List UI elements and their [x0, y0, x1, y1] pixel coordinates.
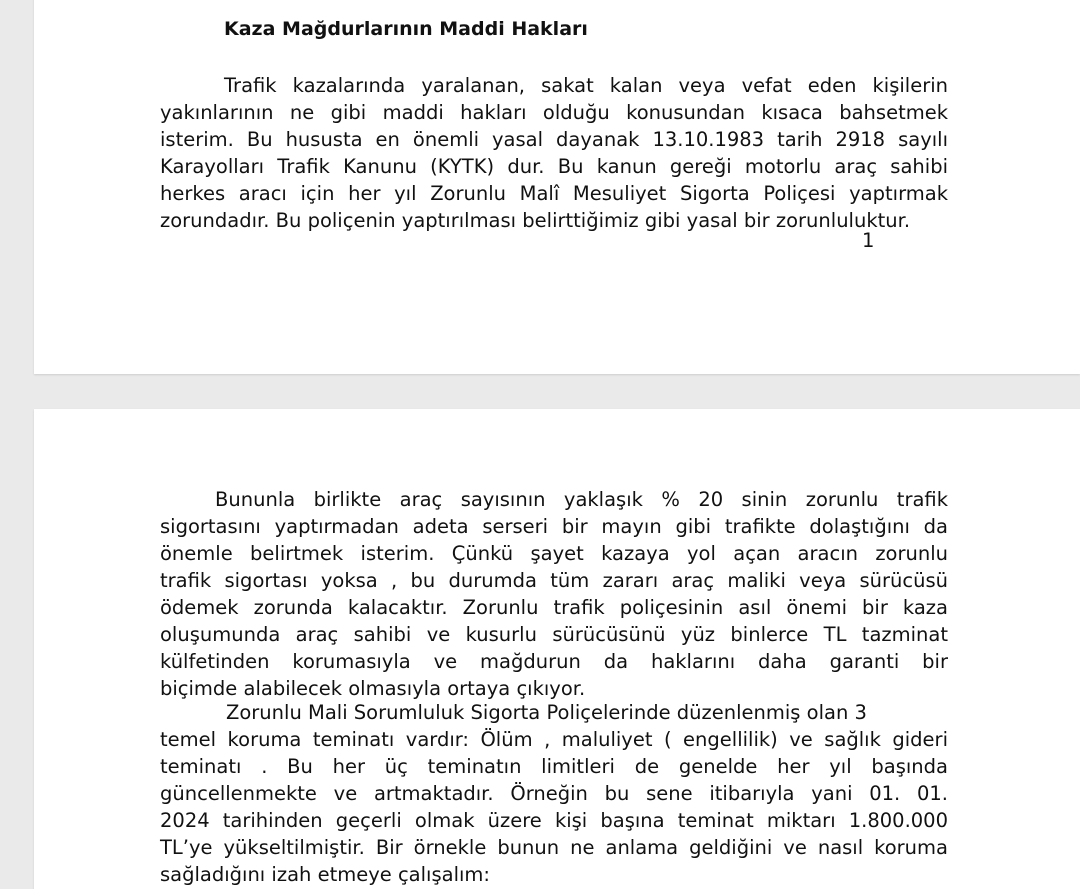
paragraph-line: külfetinden korumasıyla ve mağdurun da haklarını daha garanti bir — [160, 650, 948, 673]
document-page-1 — [34, 0, 1080, 374]
paragraph-line: sigortasını yaptırmadan adeta serseri bir mayın gibi trafikte dolaştığını da — [160, 515, 948, 538]
paragraph-line: isterim. Bu hususta en önemli yasal dayanak 13.10.1983 tarih 2918 sayılı — [160, 128, 948, 151]
paragraph-line: 2024 tarihinden geçerli olmak üzere kişi başına teminat miktarı 1.800.000 — [160, 809, 948, 832]
paragraph-line: teminatı . Bu her üç teminatın limitleri de genelde her yıl başında — [160, 755, 948, 778]
paragraph-line: önemle belirtmek isterim. Çünkü şayet kazaya yol açan aracın zorunlu — [160, 542, 948, 565]
page-number: 1 — [862, 229, 875, 252]
paragraph-line: güncellenmekte ve artmaktadır. Örneğin bu sene itibarıyla yani 01. 01. — [160, 782, 948, 805]
document-title: Kaza Mağdurlarının Maddi Hakları — [224, 18, 588, 40]
paragraph-line: ödemek zorunda kalacaktır. Zorunlu trafik poliçesinin asıl önemi bir kaza — [160, 596, 948, 619]
paragraph-line: yakınlarının ne gibi maddi hakları olduğu konusundan kısaca bahsetmek — [160, 101, 948, 124]
paragraph-2 — [160, 486, 948, 702]
paragraph-line: Karayolları Trafik Kanunu (KYTK) dur. Bu kanun gereği motorlu araç sahibi — [160, 155, 948, 178]
paragraph-line: oluşumunda araç sahibi ve kusurlu sürücüsünü yüz binlerce TL tazminat — [160, 623, 948, 646]
paragraph-line: TL’ye yükseltilmiştir. Bir örnekle bunun ne anlama geldiğini ve nasıl koruma — [160, 836, 948, 859]
paragraph-line: herkes aracı için her yıl Zorunlu Malî Mesuliyet Sigorta Poliçesi yaptırmak — [160, 182, 948, 205]
paragraph-1 — [160, 72, 948, 234]
paragraph-line: Bununla birlikte araç sayısının yaklaşık % 20 sinin zorunlu trafik — [215, 488, 948, 511]
paragraph-line: Trafik kazalarında yaralanan, sakat kalan veya vefat eden kişilerin — [224, 74, 948, 97]
paragraph-line: temel koruma teminatı vardır: Ölüm , maluliyet ( engellilik) ve sağlık gideri — [160, 728, 948, 751]
paragraph-line: biçimde alabilecek olmasıyla ortaya çıkıyor. — [160, 677, 586, 700]
paragraph-line: zorundadır. Bu poliçenin yaptırılması belirttiğimiz gibi yasal bir zorunluluktur. — [160, 209, 911, 232]
paragraph-3 — [160, 699, 948, 888]
paragraph-line: sağladığını izah etmeye çalışalım: — [160, 863, 490, 886]
paragraph-line: trafik sigortası yoksa , bu durumda tüm zararı araç maliki veya sürücüsü — [160, 569, 948, 592]
paragraph-line: Zorunlu Mali Sorumluluk Sigorta Poliçelerinde düzenlenmiş olan 3 — [226, 701, 867, 724]
